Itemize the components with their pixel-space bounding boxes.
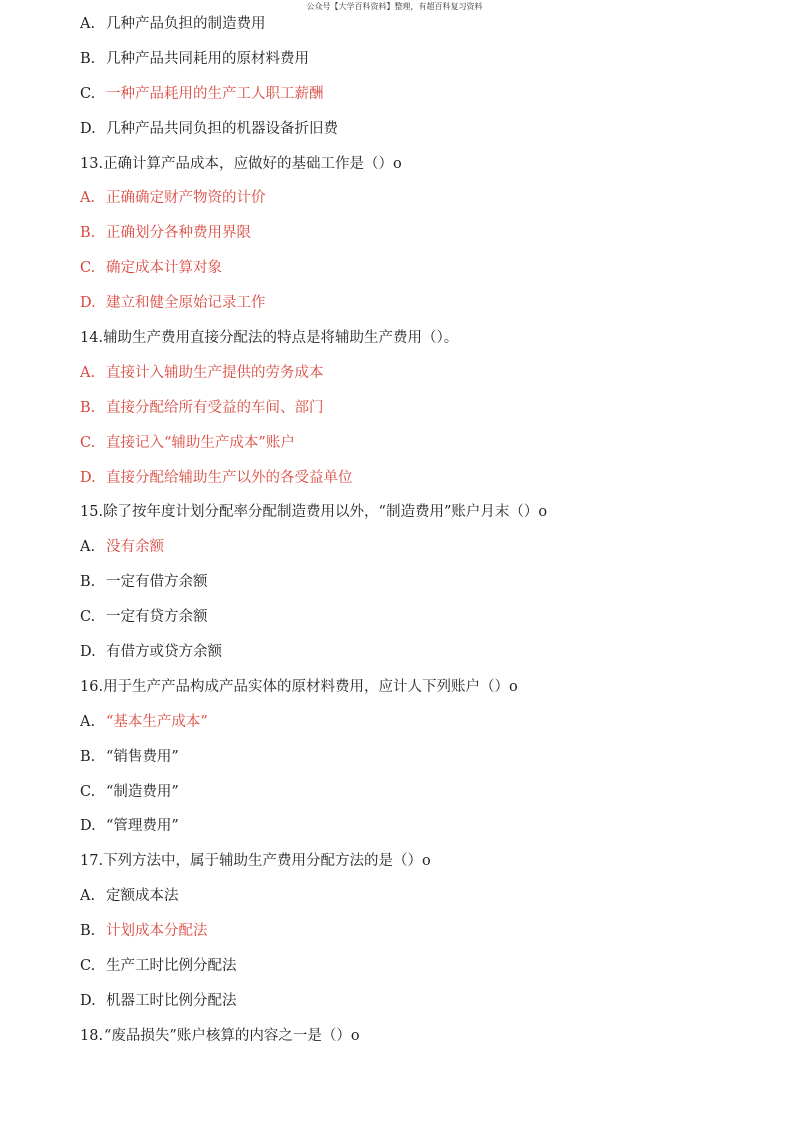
line-text: 直接记入“辅助生产成本”账户: [106, 434, 295, 451]
option-line: [80, 989, 760, 1024]
option-line: [80, 884, 760, 919]
line-prefix: B.: [80, 50, 96, 67]
option-line: [80, 431, 760, 466]
line-text: “制造费用”: [106, 783, 179, 800]
line-prefix: A.: [80, 713, 96, 730]
line-prefix: A.: [80, 888, 96, 905]
line-prefix: B.: [80, 923, 96, 940]
option-line: [80, 12, 760, 47]
option-line: [80, 710, 760, 745]
line-text: “管理费用”: [106, 818, 179, 835]
question-line: [80, 152, 760, 187]
line-text: 直接计入辅助生产提供的劳务成本: [106, 364, 324, 381]
line-text: 正确确定财产物资的计价: [106, 190, 266, 207]
line-prefix: D.: [80, 644, 96, 661]
line-text: 机器工时比例分配法: [106, 992, 237, 1009]
line-text: 确定成本计算对象: [106, 260, 222, 277]
line-prefix: C.: [80, 434, 96, 451]
line-prefix: A.: [80, 364, 96, 381]
line-prefix: D.: [80, 469, 96, 486]
option-line: [80, 954, 760, 989]
line-text: 除了按年度计划分配率分配制造费用以外，“制造费用”账户月末（）o: [103, 504, 548, 521]
question-line: [80, 326, 760, 361]
line-prefix: 16.: [80, 678, 104, 695]
line-prefix: A.: [80, 539, 96, 556]
line-prefix: B.: [80, 748, 96, 765]
option-line: [80, 780, 760, 815]
line-text: 正确计算产品成本，应做好的基础工作是（）o: [103, 155, 402, 172]
line-prefix: 18.: [80, 1027, 104, 1044]
line-prefix: 17.: [80, 853, 104, 870]
option-line: [80, 117, 760, 152]
line-text: 辅助生产费用直接分配法的特点是将辅助生产费用（）。: [103, 330, 459, 347]
line-prefix: D.: [80, 295, 96, 312]
line-text: 没有余额: [106, 539, 164, 556]
line-text: 几种产品共同耗用的原材料费用: [106, 50, 309, 67]
line-text: 一种产品耗用的生产工人职工薪酬: [106, 85, 324, 102]
line-text: 直接分配给辅助生产以外的各受益单位: [106, 469, 353, 486]
line-prefix: D.: [80, 120, 96, 137]
line-prefix: C.: [80, 260, 96, 277]
line-prefix: 13.: [80, 155, 104, 172]
line-prefix: C.: [80, 85, 96, 102]
line-prefix: C.: [80, 958, 96, 975]
line-text: 生产工时比例分配法: [106, 958, 237, 975]
line-text: 计划成本分配法: [106, 923, 208, 940]
line-text: 一定有借方余额: [106, 574, 208, 591]
line-text: 几种产品负担的制造费用: [106, 16, 266, 32]
line-prefix: 14.: [80, 330, 104, 347]
line-text: 建立和健全原始记录工作: [106, 295, 266, 312]
line-text: 几种产品共同负担的机器设备折旧费: [106, 120, 338, 137]
option-line: [80, 47, 760, 82]
line-prefix: B.: [80, 399, 96, 416]
option-line: [80, 745, 760, 780]
question-line: [80, 500, 760, 535]
option-line: [80, 186, 760, 221]
option-line: [80, 919, 760, 954]
line-text: 有借方或贷方余额: [106, 644, 222, 661]
line-prefix: C.: [80, 783, 96, 800]
header-note: 公众号【大学百科资料】整理，有超百科复习资料: [306, 2, 483, 11]
option-line: [80, 640, 760, 675]
line-prefix: C.: [80, 609, 96, 626]
line-prefix: B.: [80, 574, 96, 591]
option-line: [80, 535, 760, 570]
option-line: [80, 396, 760, 431]
line-text: 一定有贷方余额: [106, 609, 208, 626]
option-line: [80, 466, 760, 501]
question-line: [80, 1024, 760, 1059]
line-text: 正确划分各种费用界限: [106, 225, 251, 242]
line-prefix: B.: [80, 225, 96, 242]
line-prefix: D.: [80, 818, 96, 835]
option-line: [80, 361, 760, 396]
option-line: [80, 570, 760, 605]
option-line: [80, 256, 760, 291]
option-line: [80, 814, 760, 849]
line-prefix: D.: [80, 992, 96, 1009]
option-line: [80, 605, 760, 640]
question-line: [80, 675, 760, 710]
line-text: “销售费用”: [106, 748, 179, 765]
line-text: “废品损失”账户核算的内容之一是（）o: [104, 1027, 360, 1044]
line-text: 下列方法中，属于辅助生产费用分配方法的是（）o: [103, 853, 431, 870]
option-line: [80, 221, 760, 256]
line-prefix: A.: [80, 16, 96, 32]
line-text: 定额成本法: [106, 888, 179, 905]
line-text: “基本生产成本”: [106, 713, 208, 730]
question-line: [80, 849, 760, 884]
question-list: [80, 12, 760, 1059]
option-line: [80, 82, 760, 117]
option-line: [80, 291, 760, 326]
line-text: 直接分配给所有受益的车间、部门: [106, 399, 324, 416]
line-prefix: A.: [80, 190, 96, 207]
line-prefix: 15.: [80, 504, 104, 521]
line-text: 用于生产产品构成产品实体的原材料费用，应计人下列账户（）o: [103, 678, 518, 695]
